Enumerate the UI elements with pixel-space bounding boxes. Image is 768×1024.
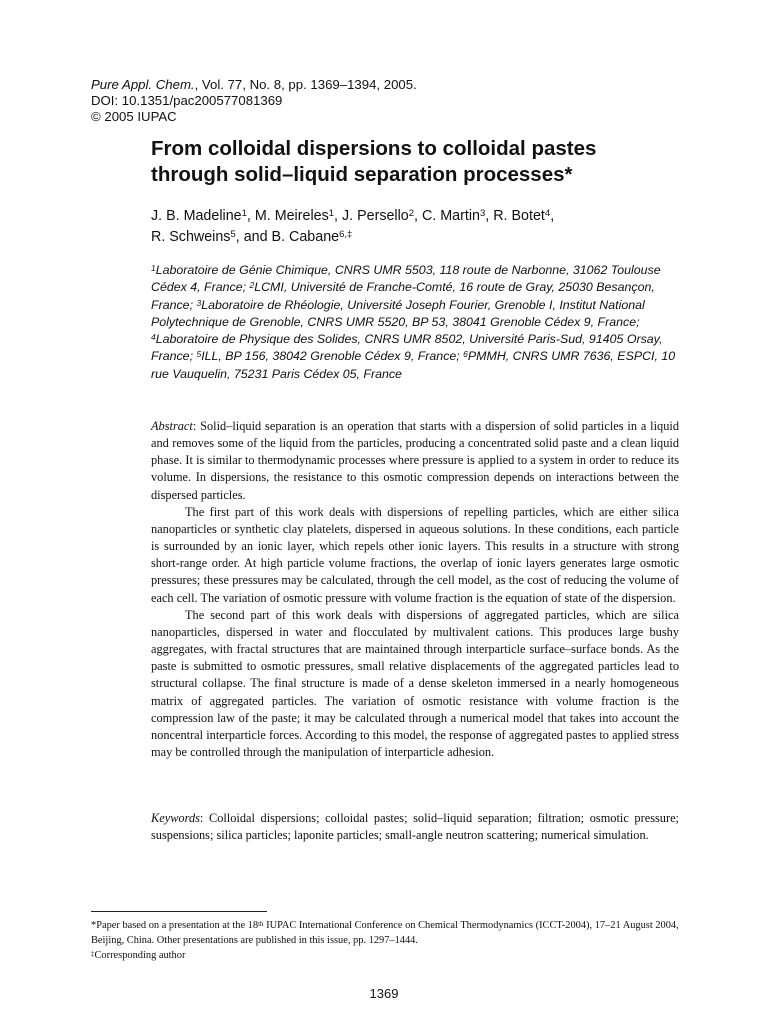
author: and B. Cabane$^{6,\ddagger}$ [243,229,353,245]
affiliation: Laboratoire de Rhéologie, Université Joseph Fourier, Grenoble I, Institut National Polytechnique de Grenoble, CNRS UMR 5520, BP 53, 38041 Grenoble Cédex 9, France; [151,297,645,329]
footnote-paper: *Paper based on a presentation at the 18th IUPAC International Conference on Chemical Thermodynamics (ICCT-2004), 17–21 August 2004, Beijing, China. Other presentations are published in this issue, pp. 1297–1444. [91,920,679,947]
affiliation: Laboratoire de Physique des Solides, CNRS UMR 8502, Université Paris-Sud, 91405 Orsay, France; [151,332,663,364]
author-affil-sup: 1 [241,208,247,219]
title-line-1: From colloidal dispersions to colloidal pastes [151,137,597,160]
author-affil-sup: 4 [544,208,551,219]
author-affil-sup: 1 [328,208,335,219]
abstract-paragraph: Abstract: Solid–liquid separation is an operation that starts with a dispersion of solid particles in a liquid and removes some of the liquid from the particles, producing a concentrated solid paste and a clean liquid phase. It is similar to thermodynamic processes where pressure is applied to a system in order to reduce its volume. In dispersions, the resistance to this osmotic compression depends on interactions between the dispersed particles. [151,419,679,502]
author-list [151,206,691,248]
abstract [151,418,679,761]
affiliation: PMMH, CNRS UMR 7636, ESPCI, 10 rue Vauquelin, 75231 Paris Cédex 05, France [151,349,676,381]
abstract-paragraph: The second part of this work deals with dispersions of aggregated particles, which are silica nanoparticles, dispersed in water and flocculated by multivalent cations. This produces large bushy aggregates, with fractal structures that are maintained through interparticle surface–surface bonds. As the paste is submitted to osmotic pressures, small relative displacements of the aggregated particles lead to structural collapse. The final structure is made of a dense skeleton immersed in a nearly homogeneous matrix of aggregated particles. The variation of osmotic resistance with volume fraction is the compression law of the paste; it may be calculated through a numerical model that takes into account the noncentral interparticle forces. According to this model, the response of aggregated pastes to applied stress may be controlled through the manipulation of interparticle adhesion. [151,607,679,759]
author-affil-sup: 6,‡ [339,229,353,240]
author: J. B. Madeline$^1$, [151,208,255,224]
keywords [151,810,679,844]
copyright: © 2005 IUPAC [91,109,177,124]
abstract-paragraph: The first part of this work deals with dispersions of repelling particles, which are either silica nanoparticles or synthetic clay platelets, dispersed in aqueous solutions. In these conditions, each particle is surrounded by an ionic layer, which repels other ionic layers. This results in a structure with strong short-range order. At high particle volume fractions, the overlap of ionic layers generates large osmotic pressures; these pressures may be calculated, through the cell model, as the cost of reducing the volume of each cell. The variation of osmotic pressure with volume fraction is the equation of state of the dispersion. [151,504,679,605]
keywords-label: Keywords [151,811,200,825]
footnote-rule [91,911,267,912]
author: R. Botet$^4$, [493,208,555,224]
author: M. Meireles$^1$, [254,208,342,224]
keywords-text: : Colloidal dispersions; colloidal pastes; solid–liquid separation; filtration; osmotic pressure; suspensions; silica particles; laponite particles; small-angle neutron scattering; numerical simulation. [151,811,679,843]
affiliation: ILL, BP 156, 38042 Grenoble Cédex 9, France; [201,349,464,364]
affiliations: $^1$Laboratoire de Génie Chimique, CNRS UMR 5503, 118 route de Narbonne, 31062 Toulouse Cédex 4, France; $^2$LCMI, Université de Franche-Comté, 16 route de Gray, 25030 Besançon, France; $^3$Laboratoire de Rhéologie, Université Joseph Fourier, Grenoble I, Institut National Polytechnique de Grenoble, CNRS UMR 5520, BP 53, 38041 Grenoble Cédex 9, France; $^4$Laboratoire de Physique des Solides, CNRS UMR 8502, Université Paris-Sud, 91405 Orsay, France; $^5$ILL, BP 156, 38042 Grenoble Cédex 9, France; $^6$PMMH, CNRS UMR 7636, ESPCI, 10 rue Vauquelin, 75231 Paris Cédex 05, France [151,263,676,381]
paper-title [151,136,711,188]
footnote-corresponding: ‡Corresponding author [91,950,186,962]
citation-line [91,77,417,93]
citation-header [91,77,417,125]
title-line-2: through solid–liquid separation processes* [151,163,573,186]
author: J. Persello$^2$, [341,208,422,224]
footnotes [91,918,679,964]
doi: DOI: 10.1351/pac200577081369 [91,93,283,108]
page-number: 1369 [369,986,399,1001]
author-affil-sup: 5 [230,229,236,240]
author-affil-sup: 3 [479,208,486,219]
author: C. Martin$^3$, [421,208,494,224]
affiliation: Laboratoire de Génie Chimique, CNRS UMR 5503, 118 route de Narbonne, 31062 Toulouse Cédex 4, France; [151,263,661,295]
author: R. Schweins$^5$, [151,229,244,245]
journal-name: Pure Appl. Chem. [91,77,195,92]
affiliation: LCMI, Université de Franche-Comté, 16 route de Gray, 25030 Besançon, France; [151,280,655,312]
author-affil-sup: 2 [408,208,415,219]
abstract-label: Abstract [151,419,193,433]
citation-details: , Vol. 77, No. 8, pp. 1369–1394, 2005. [194,77,417,92]
